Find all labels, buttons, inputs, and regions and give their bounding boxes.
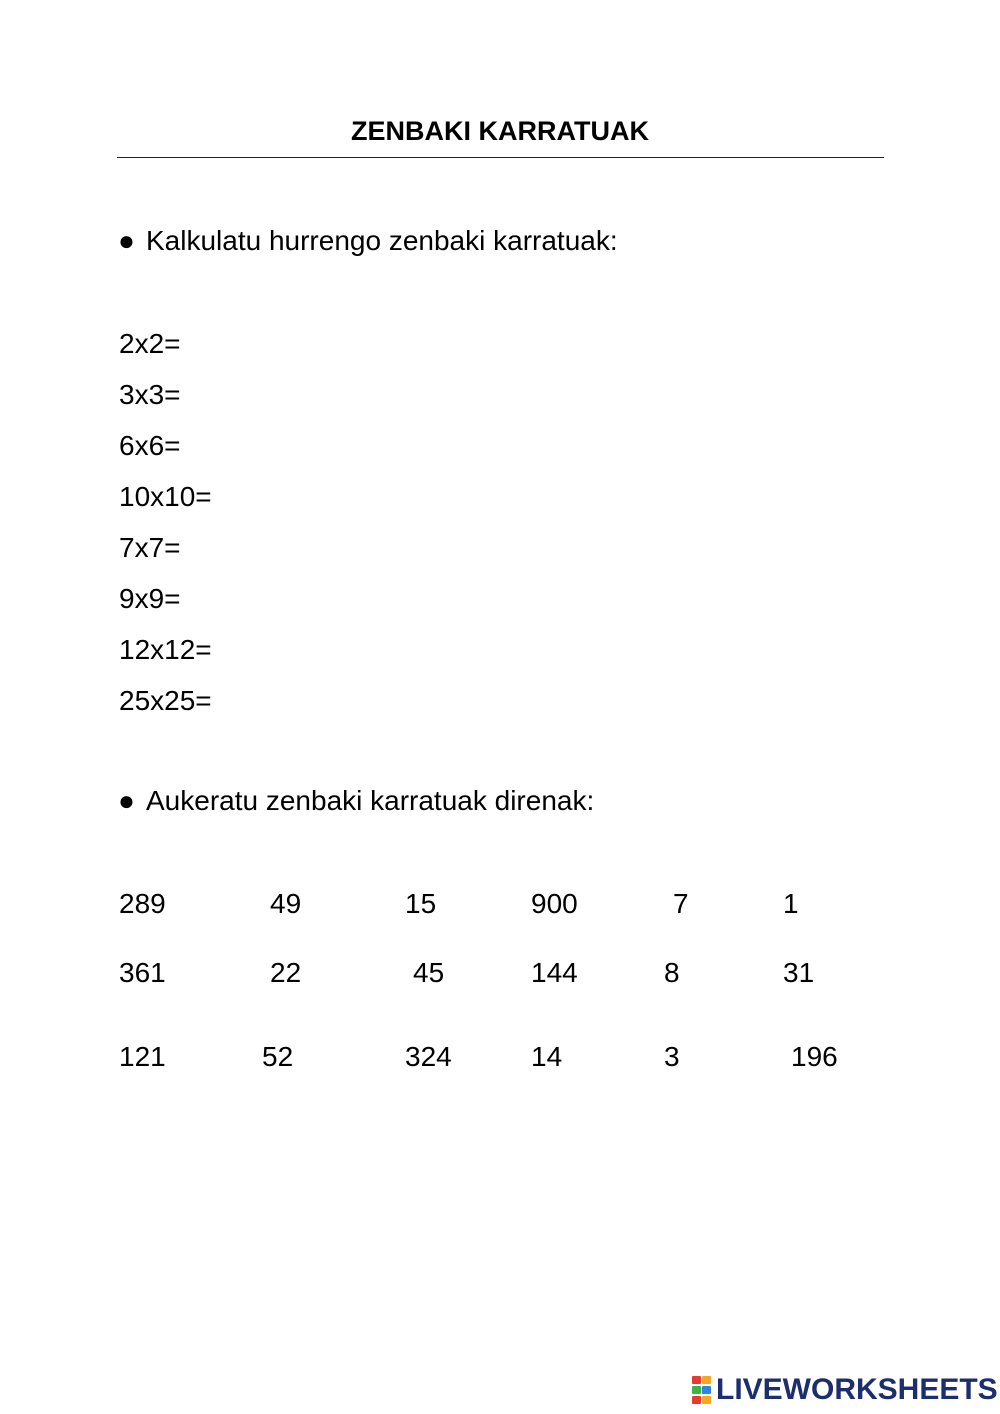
number-option[interactable]: 45 <box>413 957 445 988</box>
number-option[interactable]: 22 <box>270 957 302 988</box>
number-option[interactable]: 361 <box>119 957 166 988</box>
exercise-item: 9x9= <box>119 583 181 614</box>
exercise-item: 10x10= <box>119 481 212 512</box>
section1-heading <box>118 225 618 257</box>
number-option[interactable]: 14 <box>531 1041 563 1072</box>
number-option[interactable]: 15 <box>405 888 437 919</box>
number-option[interactable]: 324 <box>405 1041 452 1072</box>
number-option[interactable]: 289 <box>119 888 166 919</box>
exercise-item: 12x12= <box>119 634 212 665</box>
number-option[interactable]: 8 <box>664 957 680 988</box>
exercise-item: 25x25= <box>119 685 212 716</box>
section2-heading <box>118 785 594 817</box>
exercise-item: 3x3= <box>119 379 181 410</box>
exercise-list <box>119 326 212 734</box>
number-option[interactable]: 900 <box>531 888 578 919</box>
bullet-icon: ● <box>118 785 135 816</box>
page-title: ZENBAKI KARRATUAK <box>351 116 649 146</box>
liveworksheets-logo-icon <box>692 1376 712 1404</box>
exercise-item: 6x6= <box>119 430 181 461</box>
title-underline <box>117 157 884 158</box>
number-option[interactable]: 7 <box>673 888 689 919</box>
number-option[interactable]: 196 <box>791 1041 838 1072</box>
exercise-item: 2x2= <box>119 328 181 359</box>
number-option[interactable]: 3 <box>664 1041 680 1072</box>
number-option[interactable]: 49 <box>270 888 302 919</box>
number-option[interactable]: 52 <box>262 1041 294 1072</box>
number-option[interactable]: 1 <box>783 888 799 919</box>
section2-instruction: Aukeratu zenbaki karratuak direnak: <box>146 785 595 816</box>
section1-instruction: Kalkulatu hurrengo zenbaki karratuak: <box>146 225 618 256</box>
brand-name: LIVEWORKSHEETS <box>716 1373 998 1406</box>
number-option[interactable]: 144 <box>531 957 578 988</box>
number-option[interactable]: 31 <box>783 957 815 988</box>
number-option[interactable]: 121 <box>119 1041 166 1072</box>
liveworksheets-logo <box>692 1372 998 1408</box>
exercise-item: 7x7= <box>119 532 181 563</box>
bullet-icon: ● <box>118 225 135 256</box>
